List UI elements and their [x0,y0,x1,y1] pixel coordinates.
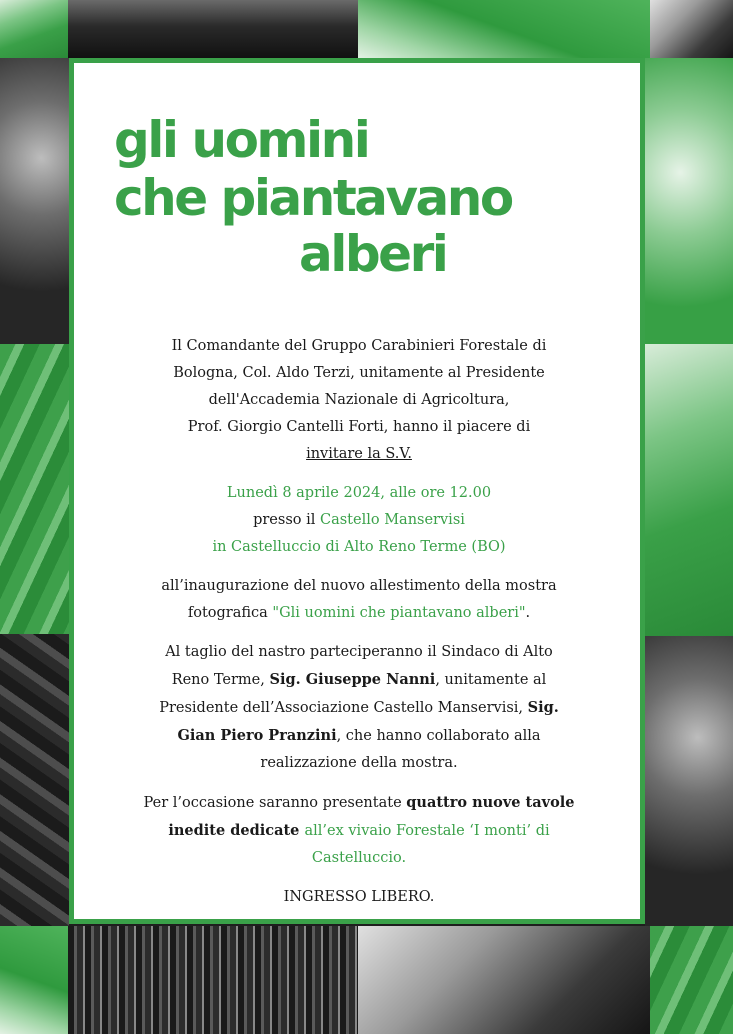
occasion-paragraph [114,789,604,872]
footer [114,884,604,911]
ribbon-l2-c: , unitamente al [435,672,547,688]
occasion-line-2 [114,817,604,845]
photo-tile [68,0,358,58]
exhibition-paragraph [114,573,604,627]
intro-paragraph [114,333,604,468]
photo-tile [358,926,650,1034]
occasion-line-3: Castelluccio. [311,850,407,866]
event-date: Lunedì 8 aprile 2024, alle ore 12.00 [226,485,492,501]
title-line-2: che piantavano [114,169,512,227]
occasion-l1-a: Per l’occasione saranno presentate [143,795,407,811]
occasion-l1-b: quattro nuove tavole [406,794,575,811]
title-line-3: alberi [299,225,447,283]
occasion-l2-b: all’ex vivaio Forestale ‘I monti’ di [304,823,550,839]
photo-tile [650,926,733,1034]
photo-tile [645,58,733,344]
ribbon-l2-a: Reno Terme, [171,672,270,688]
event-location: in Castelluccio di Alto Reno Terme (BO) [212,539,506,555]
free-entry: INGRESSO LIBERO. [283,889,435,905]
presso-prefix: presso il [253,512,320,528]
exhibition-name: "Gli uomini che piantavano alberi" [272,605,526,621]
exhibition-line-2 [114,600,604,627]
intro-line-2: Bologna, Col. Aldo Terzi, unitamente al Presidente [173,365,545,381]
intro-line-5: invitare la S.V. [306,446,412,462]
exhibition-suffix: . [525,605,531,621]
photo-tile [0,58,69,344]
ribbon-line-5: realizzazione della mostra. [260,755,458,771]
intro-line-3: dell'Accademia Nazionale di Agricoltura, [208,392,510,408]
president-name: Gian Piero Pranzini [177,727,337,744]
occasion-line-1 [114,789,604,817]
invitation-card [69,58,645,924]
photo-tile [0,0,68,58]
occasion-l2-a: inedite dedicate [168,822,305,839]
event-title [114,111,634,283]
photo-tile [650,0,733,58]
exhibition-line-1: all’inaugurazione del nuovo allestimento della mostra [161,578,557,594]
title-line-1: gli uomini [114,111,369,169]
ribbon-paragraph [114,639,604,777]
ribbon-l3-b: Sig. [527,699,559,716]
event-venue: Castello Manservisi [320,512,465,528]
photo-tile [645,636,733,926]
photo-tile [68,926,358,1034]
event-venue-line [114,507,604,534]
mayor-name: Sig. Giuseppe Nanni [269,671,436,688]
photo-tile [0,344,69,634]
exhibition-prefix: fotografica [187,605,273,621]
intro-line-1: Il Comandante del Gruppo Carabinieri Forestale di [171,338,547,354]
ribbon-l3-a: Presidente dell’Associazione Castello Manservisi, [159,700,528,716]
event-details [114,480,604,561]
invitation-body [114,333,604,911]
ribbon-line-1: Al taglio del nastro parteciperanno il Sindaco di Alto [165,644,553,660]
intro-line-4: Prof. Giorgio Cantelli Forti, hanno il piacere di [187,419,531,435]
photo-tile [358,0,650,58]
ribbon-line-3 [114,694,604,722]
ribbon-l4-b: , che hanno collaborato alla [336,728,541,744]
ribbon-line-4 [114,722,604,750]
photo-tile [0,634,69,926]
photo-tile [645,344,733,636]
ribbon-line-2 [114,666,604,694]
photo-tile [0,926,68,1034]
